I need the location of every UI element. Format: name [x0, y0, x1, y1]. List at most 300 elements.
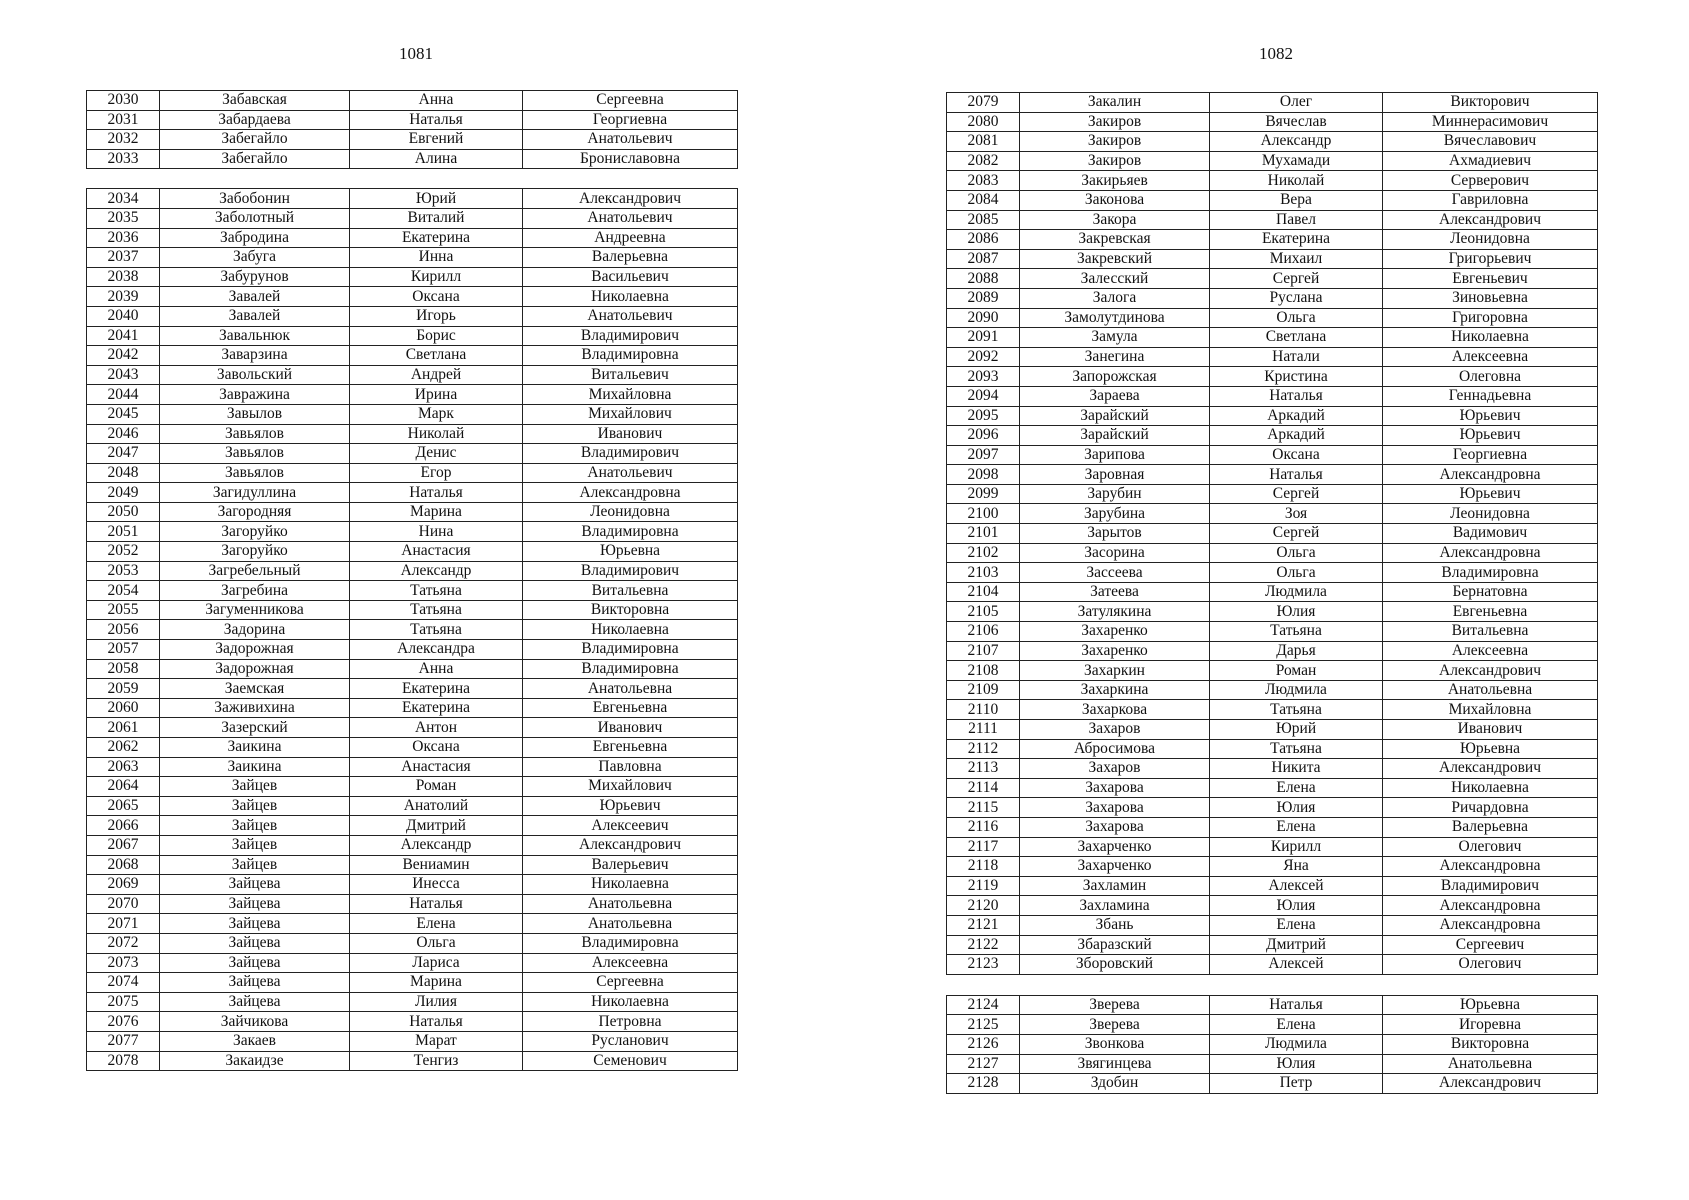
first-name-cell: Марина	[350, 502, 523, 522]
surname-cell: Загидуллина	[160, 483, 350, 503]
surname-cell: Задорина	[160, 620, 350, 640]
surname-cell: Зарубина	[1020, 504, 1210, 524]
row-number: 2126	[947, 1034, 1020, 1054]
patronymic-cell: Юрьевна	[523, 542, 738, 562]
surname-cell: Забардаева	[160, 110, 350, 130]
first-name-cell: Ольга	[1210, 543, 1383, 563]
first-name-cell: Алексей	[1210, 876, 1383, 896]
patronymic-cell: Олегович	[1383, 837, 1598, 857]
patronymic-cell: Николаевна	[523, 287, 738, 307]
first-name-cell: Марк	[350, 404, 523, 424]
row-number: 2089	[947, 288, 1020, 308]
surname-cell: Захаренко	[1020, 641, 1210, 661]
table-row	[87, 365, 738, 385]
table-row	[87, 248, 738, 268]
first-name-cell: Анатолий	[350, 796, 523, 816]
patronymic-cell: Иванович	[1383, 720, 1598, 740]
row-number: 2094	[947, 386, 1020, 406]
first-name-cell: Юлия	[1210, 1054, 1383, 1074]
first-name-cell: Дмитрий	[350, 816, 523, 836]
patronymic-cell: Владимировна	[523, 640, 738, 660]
surname-cell: Загоруйко	[160, 522, 350, 542]
surname-cell: Здобин	[1020, 1074, 1210, 1094]
table-row	[87, 581, 738, 601]
table-row	[87, 561, 738, 581]
surname-cell: Закиров	[1020, 151, 1210, 171]
surname-cell: Зайцев	[160, 816, 350, 836]
surname-cell: Абросимова	[1020, 739, 1210, 759]
table-row	[947, 837, 1598, 857]
row-number: 2073	[87, 953, 160, 973]
table-row	[87, 404, 738, 424]
patronymic-cell: Александровна	[523, 483, 738, 503]
row-number: 2093	[947, 367, 1020, 387]
patronymic-cell: Александровна	[1383, 543, 1598, 563]
table-row	[947, 857, 1598, 877]
row-number: 2045	[87, 404, 160, 424]
row-number: 2070	[87, 894, 160, 914]
patronymic-cell: Юрьевич	[523, 796, 738, 816]
first-name-cell: Людмила	[1210, 1034, 1383, 1054]
page-number: 1082	[1259, 44, 1293, 63]
first-name-cell: Татьяна	[1210, 622, 1383, 642]
surname-cell: Заикина	[160, 738, 350, 758]
surname-cell: Залесский	[1020, 269, 1210, 289]
first-name-cell: Наталья	[1210, 465, 1383, 485]
first-name-cell: Зоя	[1210, 504, 1383, 524]
first-name-cell: Тенгиз	[350, 1051, 523, 1071]
row-number: 2069	[87, 875, 160, 895]
surname-cell: Захаров	[1020, 720, 1210, 740]
row-number: 2033	[87, 149, 160, 169]
row-number: 2095	[947, 406, 1020, 426]
row-number: 2124	[947, 995, 1020, 1015]
table-row	[947, 759, 1598, 779]
row-number: 2048	[87, 463, 160, 483]
patronymic-cell: Васильевич	[523, 267, 738, 287]
table-row	[947, 602, 1598, 622]
first-name-cell: Александр	[350, 561, 523, 581]
table-row	[87, 346, 738, 366]
surname-cell: Заварзина	[160, 346, 350, 366]
surname-cell: Замолутдинова	[1020, 308, 1210, 328]
table-row	[947, 367, 1598, 387]
table-row	[87, 385, 738, 405]
patronymic-cell: Юрьевич	[1383, 426, 1598, 446]
patronymic-cell: Владимировна	[523, 659, 738, 679]
patronymic-cell: Сергеевич	[1383, 935, 1598, 955]
surname-cell: Законова	[1020, 190, 1210, 210]
surname-cell: Зайцева	[160, 992, 350, 1012]
row-number: 2106	[947, 622, 1020, 642]
row-number: 2080	[947, 112, 1020, 132]
surname-cell: Закаев	[160, 1031, 350, 1051]
row-number: 2042	[87, 346, 160, 366]
surname-cell: Зайцева	[160, 953, 350, 973]
row-number: 2082	[947, 151, 1020, 171]
surname-cell: Загоруйко	[160, 542, 350, 562]
table-row	[947, 680, 1598, 700]
first-name-cell: Ирина	[350, 385, 523, 405]
surname-cell: Загребина	[160, 581, 350, 601]
row-number: 2119	[947, 876, 1020, 896]
patronymic-cell: Александрович	[1383, 759, 1598, 779]
surname-cell: Збаразский	[1020, 935, 1210, 955]
row-number: 2097	[947, 445, 1020, 465]
row-number: 2087	[947, 249, 1020, 269]
row-number: 2030	[87, 91, 160, 111]
first-name-cell: Кристина	[1210, 367, 1383, 387]
table-row	[87, 287, 738, 307]
surname-cell: Завалей	[160, 287, 350, 307]
table-row	[947, 308, 1598, 328]
patronymic-cell: Евгеньевна	[1383, 602, 1598, 622]
surname-cell: Звягинцева	[1020, 1054, 1210, 1074]
surname-cell: Задорожная	[160, 659, 350, 679]
first-name-cell: Юлия	[1210, 896, 1383, 916]
row-number: 2038	[87, 267, 160, 287]
surname-cell: Забобонин	[160, 189, 350, 209]
table-row	[87, 953, 738, 973]
surname-cell: Закревский	[1020, 249, 1210, 269]
first-name-cell: Марат	[350, 1031, 523, 1051]
first-name-cell: Людмила	[1210, 582, 1383, 602]
surname-cell: Зайцева	[160, 914, 350, 934]
surname-cell: Зайцев	[160, 796, 350, 816]
first-name-cell: Наталья	[1210, 386, 1383, 406]
table-row	[87, 542, 738, 562]
row-number: 2121	[947, 915, 1020, 935]
table-row	[87, 914, 738, 934]
surname-cell: Зверева	[1020, 995, 1210, 1015]
surname-cell: Закалин	[1020, 93, 1210, 113]
table-row	[87, 1031, 738, 1051]
first-name-cell: Татьяна	[1210, 739, 1383, 759]
row-number: 2058	[87, 659, 160, 679]
table-row	[947, 778, 1598, 798]
patronymic-cell: Анатольевич	[523, 130, 738, 150]
first-name-cell: Петр	[1210, 1074, 1383, 1094]
patronymic-cell: Анатольевич	[523, 463, 738, 483]
surname-cell: Забурунов	[160, 267, 350, 287]
surname-cell: Захарченко	[1020, 837, 1210, 857]
table-row	[947, 1034, 1598, 1054]
surname-cell: Загребельный	[160, 561, 350, 581]
patronymic-cell: Владимирович	[523, 444, 738, 464]
patronymic-cell: Григорьевич	[1383, 249, 1598, 269]
row-number: 2113	[947, 759, 1020, 779]
row-number: 2047	[87, 444, 160, 464]
patronymic-cell: Сергеевна	[523, 973, 738, 993]
patronymic-cell: Георгиевна	[1383, 445, 1598, 465]
row-number: 2092	[947, 347, 1020, 367]
patronymic-cell: Александрович	[523, 189, 738, 209]
first-name-cell: Анастасия	[350, 542, 523, 562]
surname-cell: Закиров	[1020, 132, 1210, 152]
first-name-cell: Мухамади	[1210, 151, 1383, 171]
surname-cell: Зарипова	[1020, 445, 1210, 465]
first-name-cell: Елена	[1210, 778, 1383, 798]
patronymic-cell: Александровна	[1383, 465, 1598, 485]
patronymic-cell: Николаевна	[523, 875, 738, 895]
patronymic-cell: Николаевна	[1383, 778, 1598, 798]
patronymic-cell: Александровна	[1383, 857, 1598, 877]
table-row	[947, 876, 1598, 896]
first-name-cell: Татьяна	[350, 620, 523, 640]
row-number: 2035	[87, 208, 160, 228]
patronymic-cell: Николаевна	[1383, 328, 1598, 348]
row-number: 2114	[947, 778, 1020, 798]
table-row	[947, 288, 1598, 308]
patronymic-cell: Миннерасимович	[1383, 112, 1598, 132]
surname-cell: Захаркова	[1020, 700, 1210, 720]
patronymic-cell: Михайлович	[523, 404, 738, 424]
table-row	[87, 483, 738, 503]
table-row	[87, 718, 738, 738]
surname-cell: Зайцева	[160, 875, 350, 895]
patronymic-cell: Анатольевна	[523, 894, 738, 914]
row-number: 2117	[947, 837, 1020, 857]
first-name-cell: Наталья	[350, 110, 523, 130]
table-row	[947, 386, 1598, 406]
table-row	[87, 796, 738, 816]
surname-cell: Занегина	[1020, 347, 1210, 367]
first-name-cell: Андрей	[350, 365, 523, 385]
surname-cell: Завольский	[160, 365, 350, 385]
patronymic-cell: Ахмадиевич	[1383, 151, 1598, 171]
patronymic-cell: Вячеславович	[1383, 132, 1598, 152]
table-row	[947, 915, 1598, 935]
row-number: 2034	[87, 189, 160, 209]
surname-cell: Захламин	[1020, 876, 1210, 896]
roster-table	[86, 188, 738, 1071]
table-row	[947, 700, 1598, 720]
table-row	[87, 933, 738, 953]
row-number: 2109	[947, 680, 1020, 700]
patronymic-cell: Михайловна	[1383, 700, 1598, 720]
table-row	[947, 406, 1598, 426]
table-row	[947, 190, 1598, 210]
row-number: 2074	[87, 973, 160, 993]
patronymic-cell: Александровна	[1383, 915, 1598, 935]
patronymic-cell: Брониславовна	[523, 149, 738, 169]
surname-cell: Закиров	[1020, 112, 1210, 132]
row-number: 2072	[87, 933, 160, 953]
right-page	[946, 0, 1606, 1094]
surname-cell: Звонкова	[1020, 1034, 1210, 1054]
first-name-cell: Николай	[1210, 171, 1383, 191]
surname-cell: Захарова	[1020, 817, 1210, 837]
row-number: 2031	[87, 110, 160, 130]
row-number: 2098	[947, 465, 1020, 485]
surname-cell: Захаркин	[1020, 661, 1210, 681]
patronymic-cell: Олеговна	[1383, 367, 1598, 387]
first-name-cell: Светлана	[350, 346, 523, 366]
first-name-cell: Сергей	[1210, 269, 1383, 289]
table-row	[947, 995, 1598, 1015]
row-number: 2088	[947, 269, 1020, 289]
row-number: 2054	[87, 581, 160, 601]
first-name-cell: Анна	[350, 659, 523, 679]
table-row	[87, 600, 738, 620]
first-name-cell: Наталья	[350, 1012, 523, 1032]
first-name-cell: Александр	[350, 835, 523, 855]
first-name-cell: Татьяна	[350, 600, 523, 620]
first-name-cell: Борис	[350, 326, 523, 346]
first-name-cell: Роман	[350, 777, 523, 797]
table-row	[947, 171, 1598, 191]
first-name-cell: Оксана	[350, 287, 523, 307]
first-name-cell: Аркадий	[1210, 406, 1383, 426]
row-number: 2105	[947, 602, 1020, 622]
first-name-cell: Инесса	[350, 875, 523, 895]
row-number: 2116	[947, 817, 1020, 837]
first-name-cell: Наталья	[350, 483, 523, 503]
table-row	[947, 563, 1598, 583]
first-name-cell: Егор	[350, 463, 523, 483]
table-row	[947, 896, 1598, 916]
surname-cell: Завражина	[160, 385, 350, 405]
surname-cell: Зайцев	[160, 835, 350, 855]
first-name-cell: Екатерина	[1210, 230, 1383, 250]
row-number: 2060	[87, 698, 160, 718]
table-row	[947, 328, 1598, 348]
patronymic-cell: Геннадьевна	[1383, 386, 1598, 406]
row-number: 2046	[87, 424, 160, 444]
table-row	[87, 640, 738, 660]
surname-cell: Зарайский	[1020, 426, 1210, 446]
surname-cell: Захарова	[1020, 778, 1210, 798]
patronymic-cell: Анатольевна	[523, 679, 738, 699]
row-number: 2053	[87, 561, 160, 581]
patronymic-cell: Витальевна	[523, 581, 738, 601]
surname-cell: Заикина	[160, 757, 350, 777]
table-row	[87, 208, 738, 228]
row-number: 2112	[947, 739, 1020, 759]
surname-cell: Захарова	[1020, 798, 1210, 818]
first-name-cell: Вениамин	[350, 855, 523, 875]
surname-cell: Заемская	[160, 679, 350, 699]
row-number: 2086	[947, 230, 1020, 250]
row-number: 2057	[87, 640, 160, 660]
patronymic-cell: Витальевич	[523, 365, 738, 385]
table-row	[87, 1051, 738, 1071]
row-number: 2108	[947, 661, 1020, 681]
roster-table	[86, 90, 738, 169]
first-name-cell: Вячеслав	[1210, 112, 1383, 132]
row-number: 2128	[947, 1074, 1020, 1094]
row-number: 2051	[87, 522, 160, 542]
first-name-cell: Вера	[1210, 190, 1383, 210]
patronymic-cell: Владимирович	[523, 561, 738, 581]
first-name-cell: Елена	[1210, 915, 1383, 935]
first-name-cell: Оксана	[350, 738, 523, 758]
first-name-cell: Сергей	[1210, 524, 1383, 544]
row-number: 2061	[87, 718, 160, 738]
first-name-cell: Руслана	[1210, 288, 1383, 308]
surname-cell: Замула	[1020, 328, 1210, 348]
first-name-cell: Кирилл	[1210, 837, 1383, 857]
first-name-cell: Ольга	[1210, 563, 1383, 583]
table-row	[947, 1074, 1598, 1094]
first-name-cell: Анастасия	[350, 757, 523, 777]
table-row	[947, 955, 1598, 975]
patronymic-cell: Владимировна	[523, 522, 738, 542]
table-row	[947, 484, 1598, 504]
surname-cell: Захаренко	[1020, 622, 1210, 642]
first-name-cell: Елена	[1210, 817, 1383, 837]
surname-cell: Зайцев	[160, 777, 350, 797]
patronymic-cell: Владимировна	[523, 346, 738, 366]
surname-cell: Завьялов	[160, 444, 350, 464]
table-row	[87, 522, 738, 542]
first-name-cell: Юлия	[1210, 798, 1383, 818]
table-row	[87, 894, 738, 914]
table-row	[87, 502, 738, 522]
patronymic-cell: Анатольевич	[523, 208, 738, 228]
patronymic-cell: Викторович	[1383, 93, 1598, 113]
patronymic-cell: Юрьевич	[1383, 484, 1598, 504]
first-name-cell: Олег	[1210, 93, 1383, 113]
row-number: 2120	[947, 896, 1020, 916]
row-number: 2081	[947, 132, 1020, 152]
table-row	[87, 130, 738, 150]
surname-cell: Зайцев	[160, 855, 350, 875]
row-number: 2103	[947, 563, 1020, 583]
row-number: 2032	[87, 130, 160, 150]
table-row	[87, 992, 738, 1012]
patronymic-cell: Русланович	[523, 1031, 738, 1051]
table-row	[947, 739, 1598, 759]
surname-cell: Завьялов	[160, 424, 350, 444]
surname-cell: Забуга	[160, 248, 350, 268]
table-row	[947, 543, 1598, 563]
surname-cell: Закревская	[1020, 230, 1210, 250]
first-name-cell: Юрий	[1210, 720, 1383, 740]
surname-cell: Захаров	[1020, 759, 1210, 779]
patronymic-cell: Владимировна	[1383, 563, 1598, 583]
table-row	[947, 504, 1598, 524]
page-number: 1081	[399, 44, 433, 63]
first-name-cell: Анна	[350, 91, 523, 111]
patronymic-cell: Анатольевич	[523, 306, 738, 326]
patronymic-cell: Анатольевна	[523, 914, 738, 934]
surname-cell: Завылов	[160, 404, 350, 424]
row-number: 2096	[947, 426, 1020, 446]
patronymic-cell: Александрович	[1383, 210, 1598, 230]
patronymic-cell: Алексеевна	[1383, 641, 1598, 661]
row-number: 2104	[947, 582, 1020, 602]
first-name-cell: Дарья	[1210, 641, 1383, 661]
patronymic-cell: Валерьевна	[523, 248, 738, 268]
row-number: 2067	[87, 835, 160, 855]
table-row	[947, 817, 1598, 837]
first-name-cell: Екатерина	[350, 679, 523, 699]
first-name-cell: Татьяна	[1210, 700, 1383, 720]
patronymic-cell: Александрович	[1383, 661, 1598, 681]
patronymic-cell: Валерьевна	[1383, 817, 1598, 837]
row-number: 2125	[947, 1015, 1020, 1035]
surname-cell: Загородняя	[160, 502, 350, 522]
row-number: 2041	[87, 326, 160, 346]
first-name-cell: Наталья	[350, 894, 523, 914]
table-row	[87, 679, 738, 699]
table-row	[947, 426, 1598, 446]
surname-cell: Захламина	[1020, 896, 1210, 916]
first-name-cell: Александр	[1210, 132, 1383, 152]
table-row	[87, 228, 738, 248]
patronymic-cell: Викторовна	[1383, 1034, 1598, 1054]
